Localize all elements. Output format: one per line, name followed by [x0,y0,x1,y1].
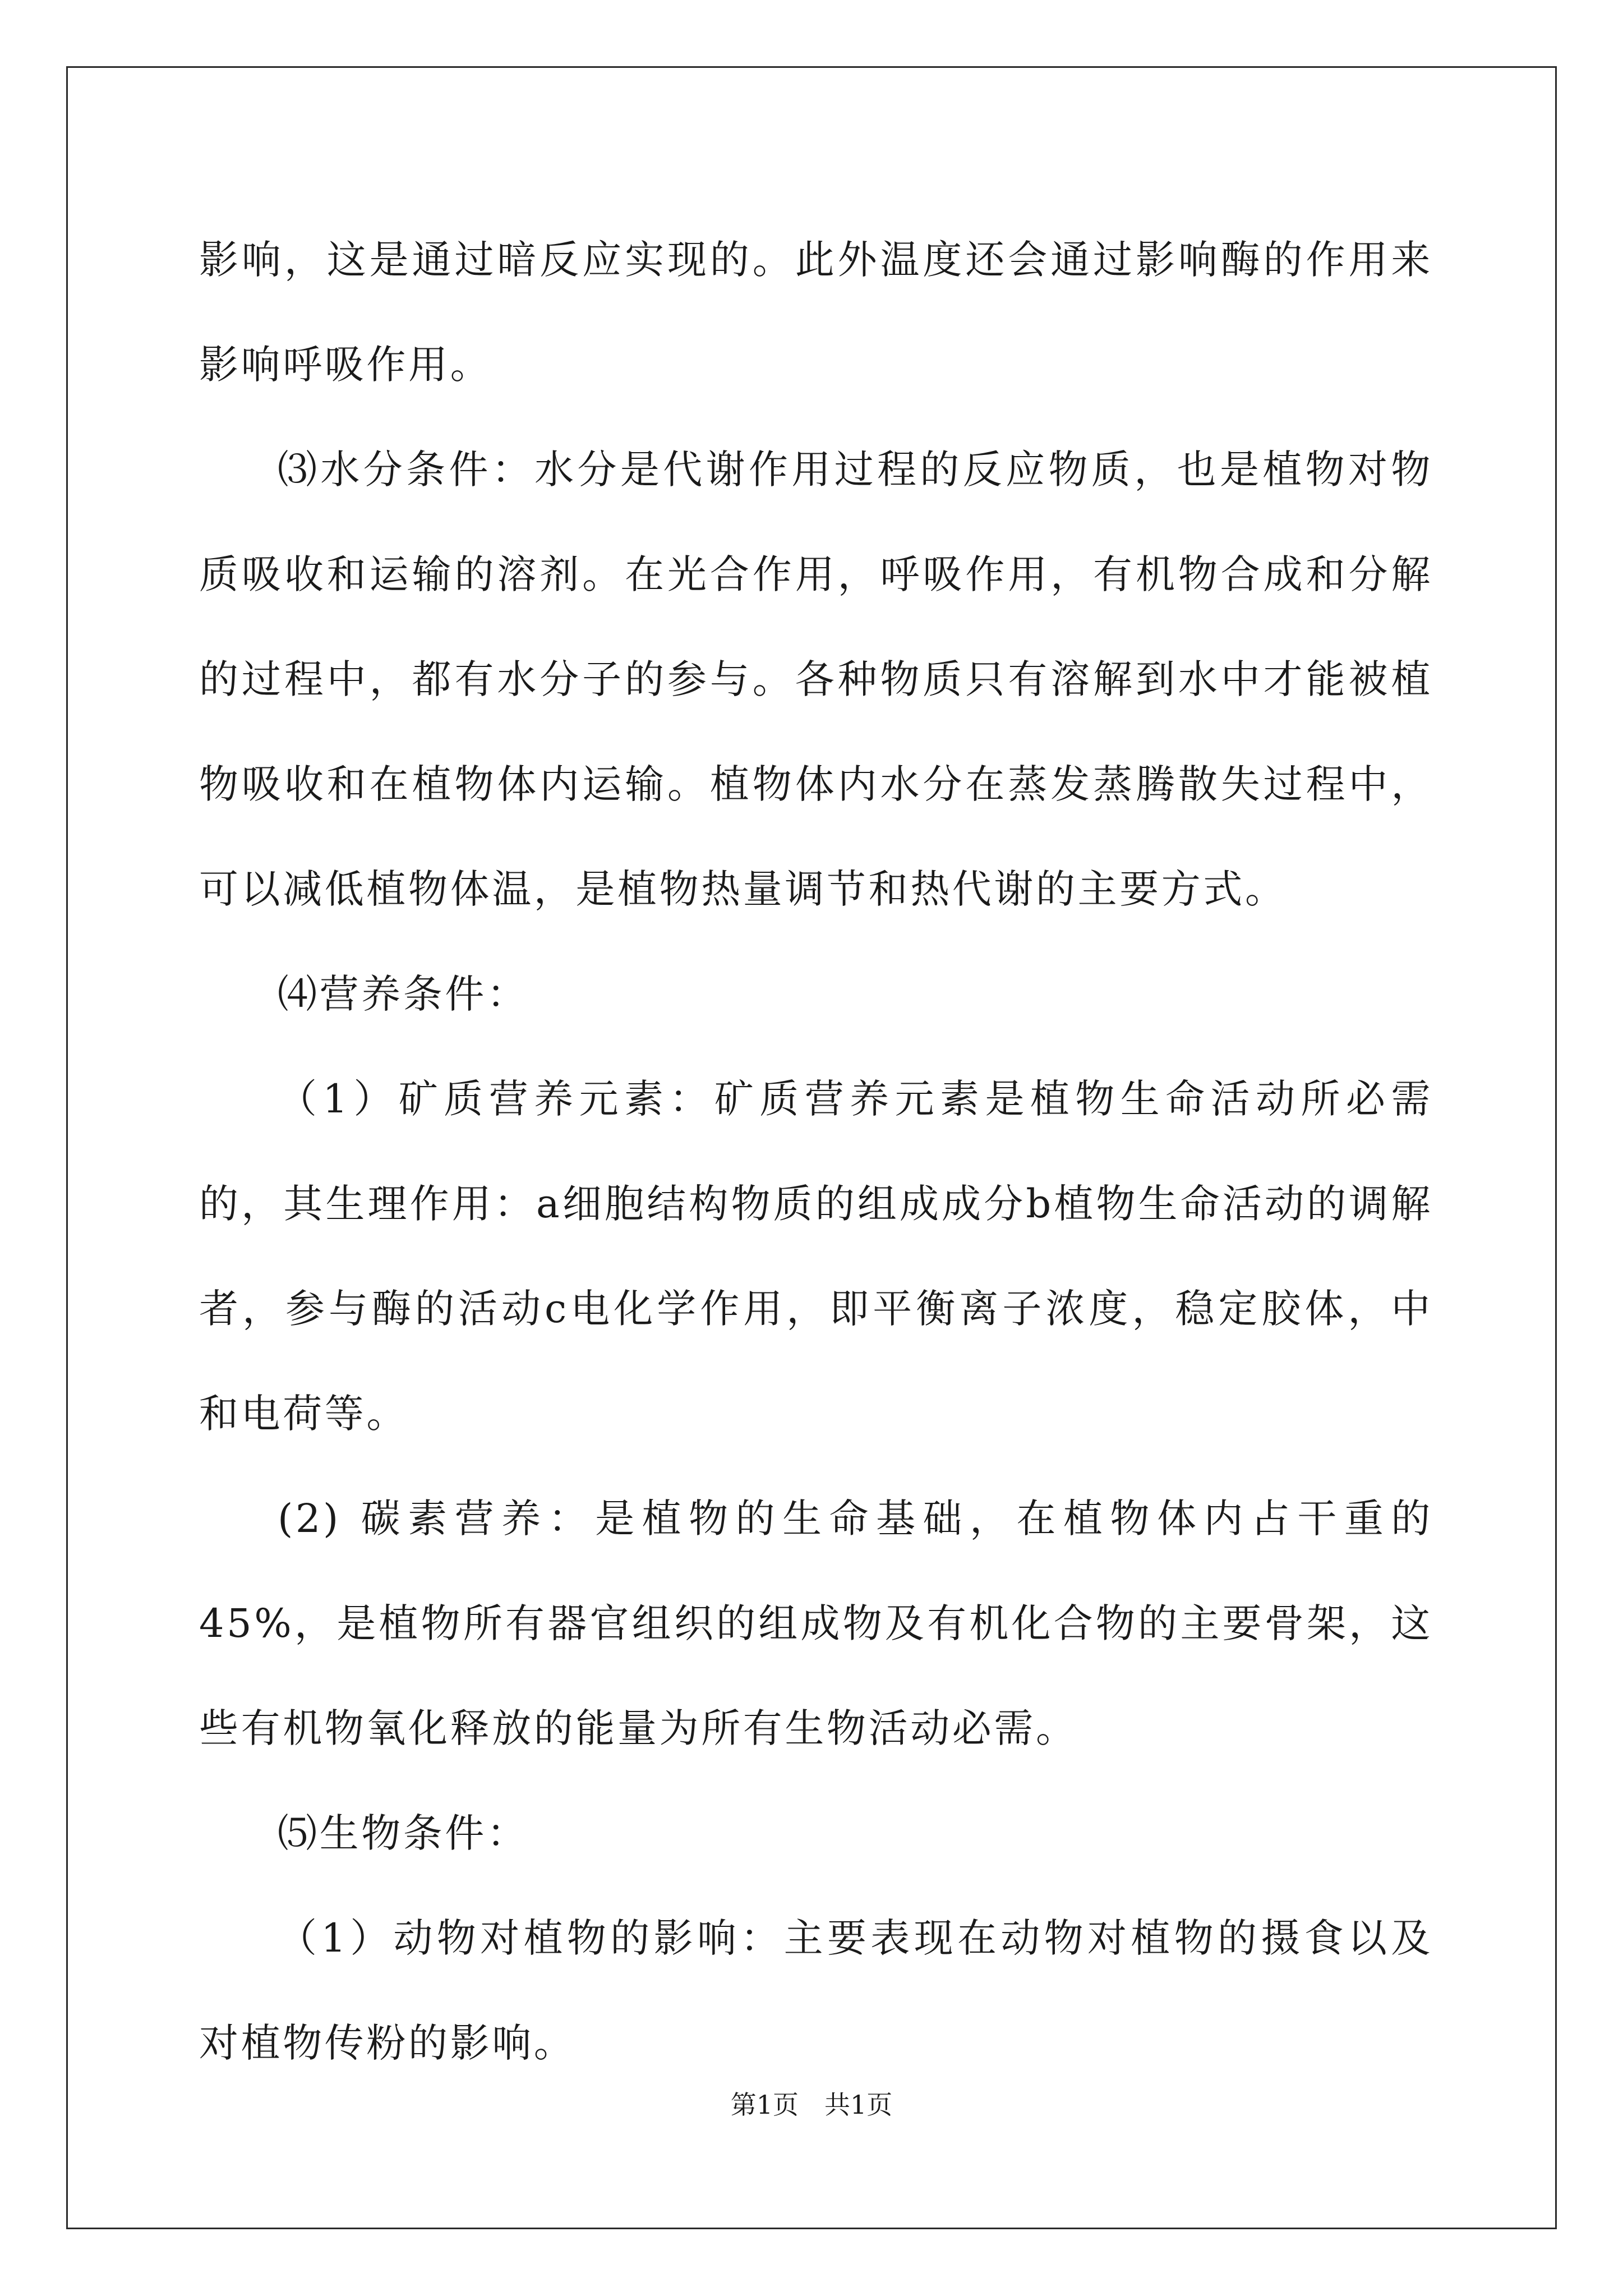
paragraph-7: （1）动物对植物的影响：主要表现在动物对植物的摄食以及对植物传粉的影响。 [199,1915,1433,2066]
page-number-total: 共1页 [824,2090,893,2120]
document-body [199,208,1433,2096]
paragraph-4: （1）矿质营养元素：矿质营养元素是植物生命活动所必需的，其生理作用：a细胞结构物质的组成成分b植物生命活动的调解者，参与酶的活动c电化学作用，即平衡离子浓度，稳定胶体，中和电荷等。 [199,1076,1433,1437]
paragraph-2: ⑶水分条件：水分是代谢作用过程的反应物质，也是植物对物质吸收和运输的溶剂。在光合作用，呼吸作用，有机物合成和分解的过程中，都有水分子的参与。各种物质只有溶解到水中才能被植物吸收和在植物体内运输。植物体内水分在蒸发蒸腾散失过程中，可以减低植物体温，是植物热量调节和热代谢的主要方式。 [199,447,1433,912]
paragraph-3: ⑷营养条件： [278,971,529,1017]
page-footer [0,2088,1623,2122]
paragraph-5: (2) 碳素营养：是植物的生命基础，在植物体内占干重的45%，是植物所有器官组织的组成物及有机化合物的主要骨架，这些有机物氧化释放的能量为所有生物活动必需。 [199,1496,1433,1751]
paragraph-1: 影响，这是通过暗反应实现的。此外温度还会通过影响酶的作用来影响呼吸作用。 [199,237,1433,388]
page-number-current: 第1页 [730,2090,799,2120]
paragraph-6: ⑸生物条件： [278,1810,529,1856]
